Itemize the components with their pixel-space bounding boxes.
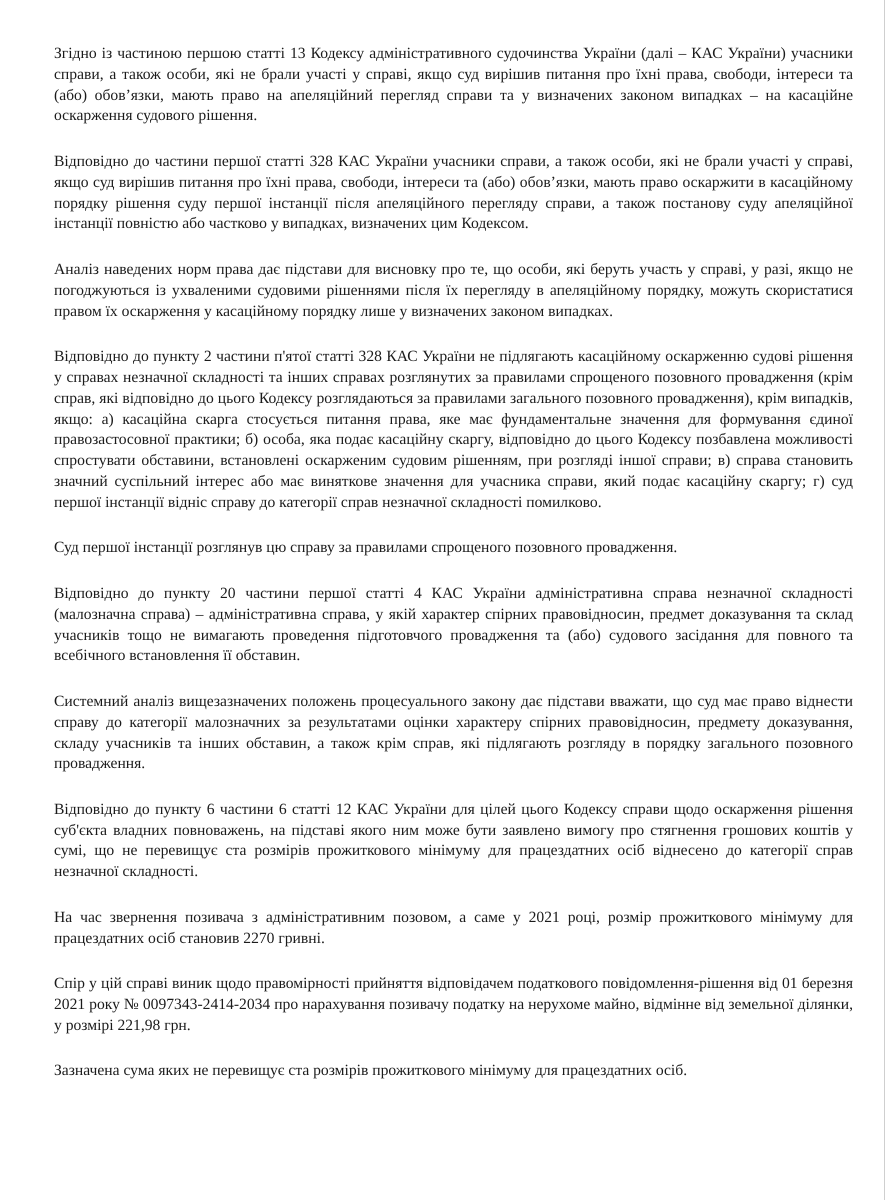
- paragraph-2: Відповідно до частини першої статті 328 КАС України учасники справи, а також особи, які не брали участі у справі, якщо суд вирішив питання про їхні права, свободи, інтереси та (або) обов’язки, мають право оскаржити в касаційному порядку рішення суду першої інстанції після апеляційного перегляду справи, а також постанову суду апеляційної інстанції повністю або частково у випадках, визначених цим Кодексом.: [54, 152, 853, 233]
- paragraph-7: Системний аналіз вищезазначених положень процесуального закону дає підстави вважати, що суд має право віднести справу до категорії малозначних за результатами оцінки характеру спірних правовідносин, предмету доказування, складу учасників та інших обставин, а також крім справ, які підлягають розгляду в порядку загального позовного провадження.: [54, 692, 853, 773]
- paragraph-10: Спір у цій справі виник щодо правомірності прийняття відповідачем податкового повідомлення-рішення від 01 березня 2021 року № 0097343-2414-2034 про нарахування позивачу податку на нерухоме майно, відмінне від земельної ділянки, у розмірі 221,98 грн.: [54, 975, 853, 1034]
- paragraph-3: Аналіз наведених норм права дає підстави для висновку про те, що особи, які беруть участь у справі, у разі, якщо не погоджуються із ухваленими судовими рішеннями після їх перегляду в апеляційному порядку, можуть скористатися правом їх оскарження у касаційному порядку лише у визначених законом випадках.: [54, 260, 853, 320]
- paragraph-8: Відповідно до пункту 6 частини 6 статті 12 КАС України для цілей цього Кодексу справи щодо оскарження рішення суб'єкта владних повноважень, на підставі якого ним може бути заявлено вимогу про стягнення грошових коштів у сумі, що не перевищує ста розмірів прожиткового мінімуму для працездатних осіб віднесено до категорії справ незначної складності.: [54, 800, 853, 881]
- paragraph-1: Згідно із частиною першою статті 13 Кодексу адміністративного судочинства України (далі – КАС України) учасники справи, а також особи, які не брали участі у справі, якщо суд вирішив питання про їхні права, свободи, інтереси та (або) обов’язки, мають право на апеляційний перегляд справи та у визначених законом випадках – на касаційне оскарження судового рішення.: [54, 45, 853, 125]
- paragraph-5: Суд першої інстанції розглянув цю справу за правилами спрощеного позовного провадження.: [54, 539, 678, 557]
- paragraph-9: На час звернення позивача з адміністративним позовом, а саме у 2021 році, розмір прожиткового мінімуму для працездатних осіб становив 2270 гривні.: [54, 908, 853, 947]
- paragraph-6: Відповідно до пункту 20 частини першої статті 4 КАС України адміністративна справа незначної складності (малозначна справа) – адміністративна справа, у якій характер спірних правовідносин, предмет доказування та склад учасників тощо не вимагають проведення підготовчого провадження та (або) судового засідання для повного та всебічного встановлення її обставин.: [54, 584, 853, 665]
- paragraph-11: Зазначена сума яких не перевищує ста розмірів прожиткового мінімуму для працездатних осіб.: [54, 1062, 688, 1080]
- paragraph-4: Відповідно до пункту 2 частини п'ятої статті 328 КАС України не підлягають касаційному оскарженню судові рішення у справах незначної складності та інших справах розглянутих за правилами спрощеного позовного провадження (крім справ, які відповідно до цього Кодексу розглядаються за правилами загального позовного провадження), крім випадків, якщо: а) касаційна скарга стосується питання права, яке має фундаментальне значення для формування єдиної правозастосовної практики; б) особа, яка подає касаційну скаргу, відповідно до цього Кодексу позбавлена можливості спростувати обставини, встановлені оскарженим судовим рішенням, при розгляді іншої справи; в) справа становить значний суспільний інтерес або має виняткове значення для учасника справи, який подає касаційну скаргу; г) суд першої інстанції відніс справу до категорії справ незначної складності помилково.: [54, 348, 853, 511]
